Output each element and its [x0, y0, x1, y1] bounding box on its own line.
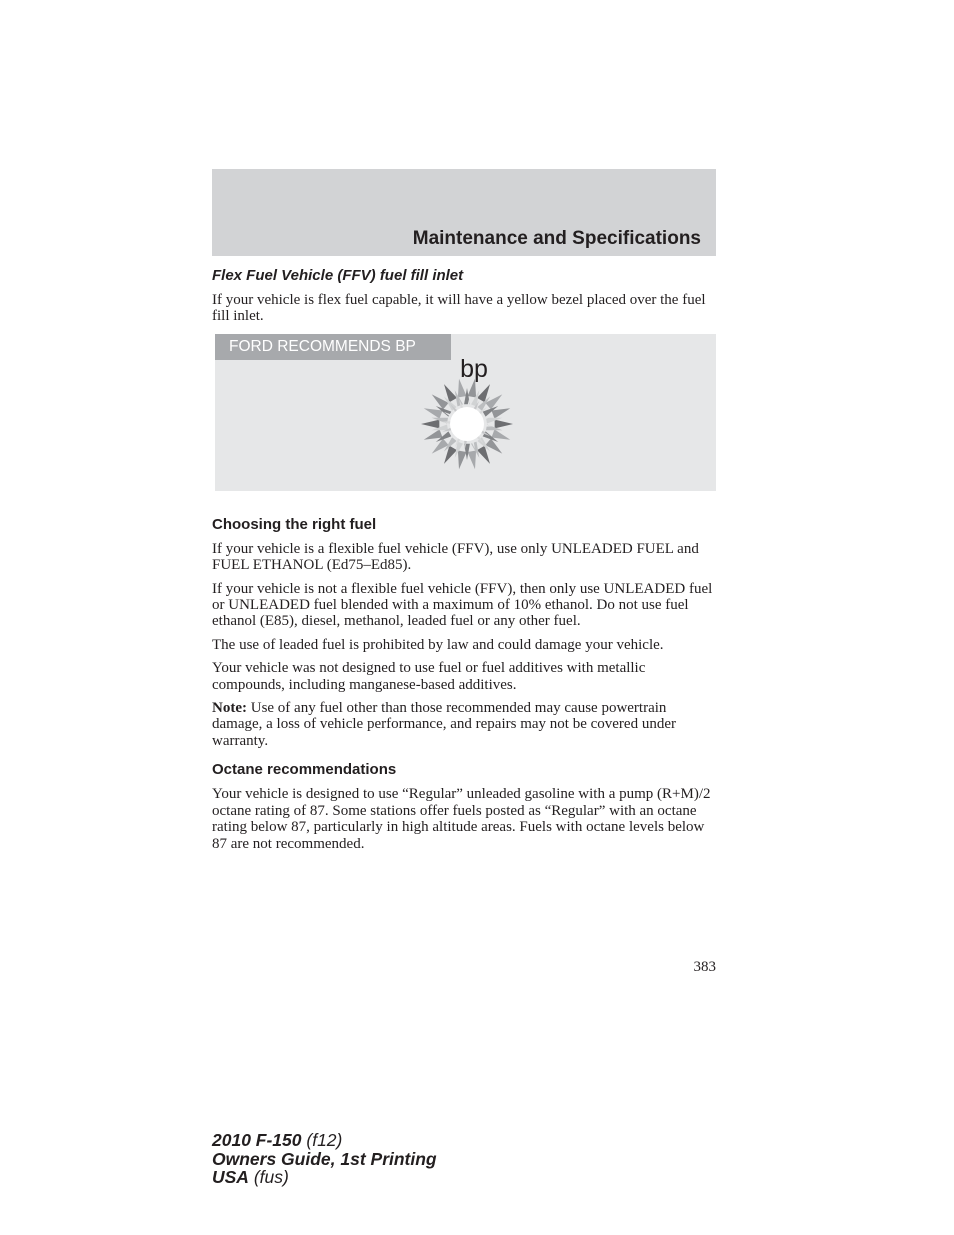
octane-paragraph: Your vehicle is designed to use “Regular” unleaded gasoline with a pump (R+M)/2 octane rating of 87. Some stations offer fuels posted as “Regular” with an octane rating below 87, particularly in high altitude areas. Fuels with octane levels below 87 are not recommended. — [212, 786, 711, 852]
note-label: Note: — [212, 700, 247, 717]
octane-heading: Octane recommendations — [212, 761, 397, 779]
ffv-paragraph: If your vehicle is flex fuel capable, it will have a yellow bezel placed over the fuel fill inlet. — [212, 292, 706, 325]
helios-petal — [421, 419, 439, 428]
helios-petal — [458, 450, 467, 469]
helios-petal — [485, 394, 502, 409]
helios-petal — [485, 438, 502, 453]
helios-petal — [492, 408, 511, 418]
bp-helios-icon — [417, 352, 517, 472]
helios-petal — [492, 429, 511, 439]
fuel-paragraph-4: Your vehicle was not designed to use fuel or fuel additives with metallic compounds, including manganese-based additives. — [212, 660, 646, 693]
page-number: 383 — [693, 959, 716, 975]
note-paragraph — [212, 700, 716, 749]
fuel-paragraph-1: If your vehicle is a flexible fuel vehicle (FFV), use only UNLEADED FUEL and FUEL ETHANOL (Ed75–Ed85). — [212, 540, 699, 574]
helios-core — [450, 407, 484, 441]
bp-logo-text: bp — [460, 354, 488, 383]
bp-tab-label: FORD RECOMMENDS BP — [215, 334, 451, 360]
note-text: Use of any fuel other than those recommended may cause powertrain damage, a loss of vehicle performance, and repairs may not be covered under warranty. — [212, 700, 676, 749]
footer-imprint — [212, 1131, 437, 1187]
helios-petal — [432, 394, 449, 409]
section-title: Maintenance and Specifications — [412, 228, 701, 249]
page-content — [212, 266, 716, 859]
helios-petal — [424, 429, 443, 439]
header-band — [212, 169, 716, 256]
helios-petal — [468, 450, 477, 469]
helios-petal — [424, 408, 443, 418]
fuel-paragraph-3: The use of leaded fuel is prohibited by law and could damage your vehicle. — [212, 636, 664, 653]
helios-petal — [495, 419, 513, 428]
footer-market-line: USA (fus) — [212, 1167, 289, 1187]
footer-model-line: 2010 F-150 (f12) — [212, 1130, 343, 1150]
bp-recommendation-box — [215, 334, 716, 491]
ffv-heading: Flex Fuel Vehicle (FFV) fuel fill inlet — [212, 267, 464, 284]
fuel-paragraph-2: If your vehicle is not a flexible fuel vehicle (FFV), then only use UNLEADED fuel or UNLEADED fuel blended with a maximum of 10% ethanol. Do not use fuel ethanol (E85), diesel, methanol, leaded fuel or any other fuel. — [212, 580, 713, 630]
fuel-heading: Choosing the right fuel — [212, 515, 377, 533]
footer-guide-line: Owners Guide, 1st Printing — [212, 1148, 437, 1169]
helios-petal — [432, 438, 449, 453]
